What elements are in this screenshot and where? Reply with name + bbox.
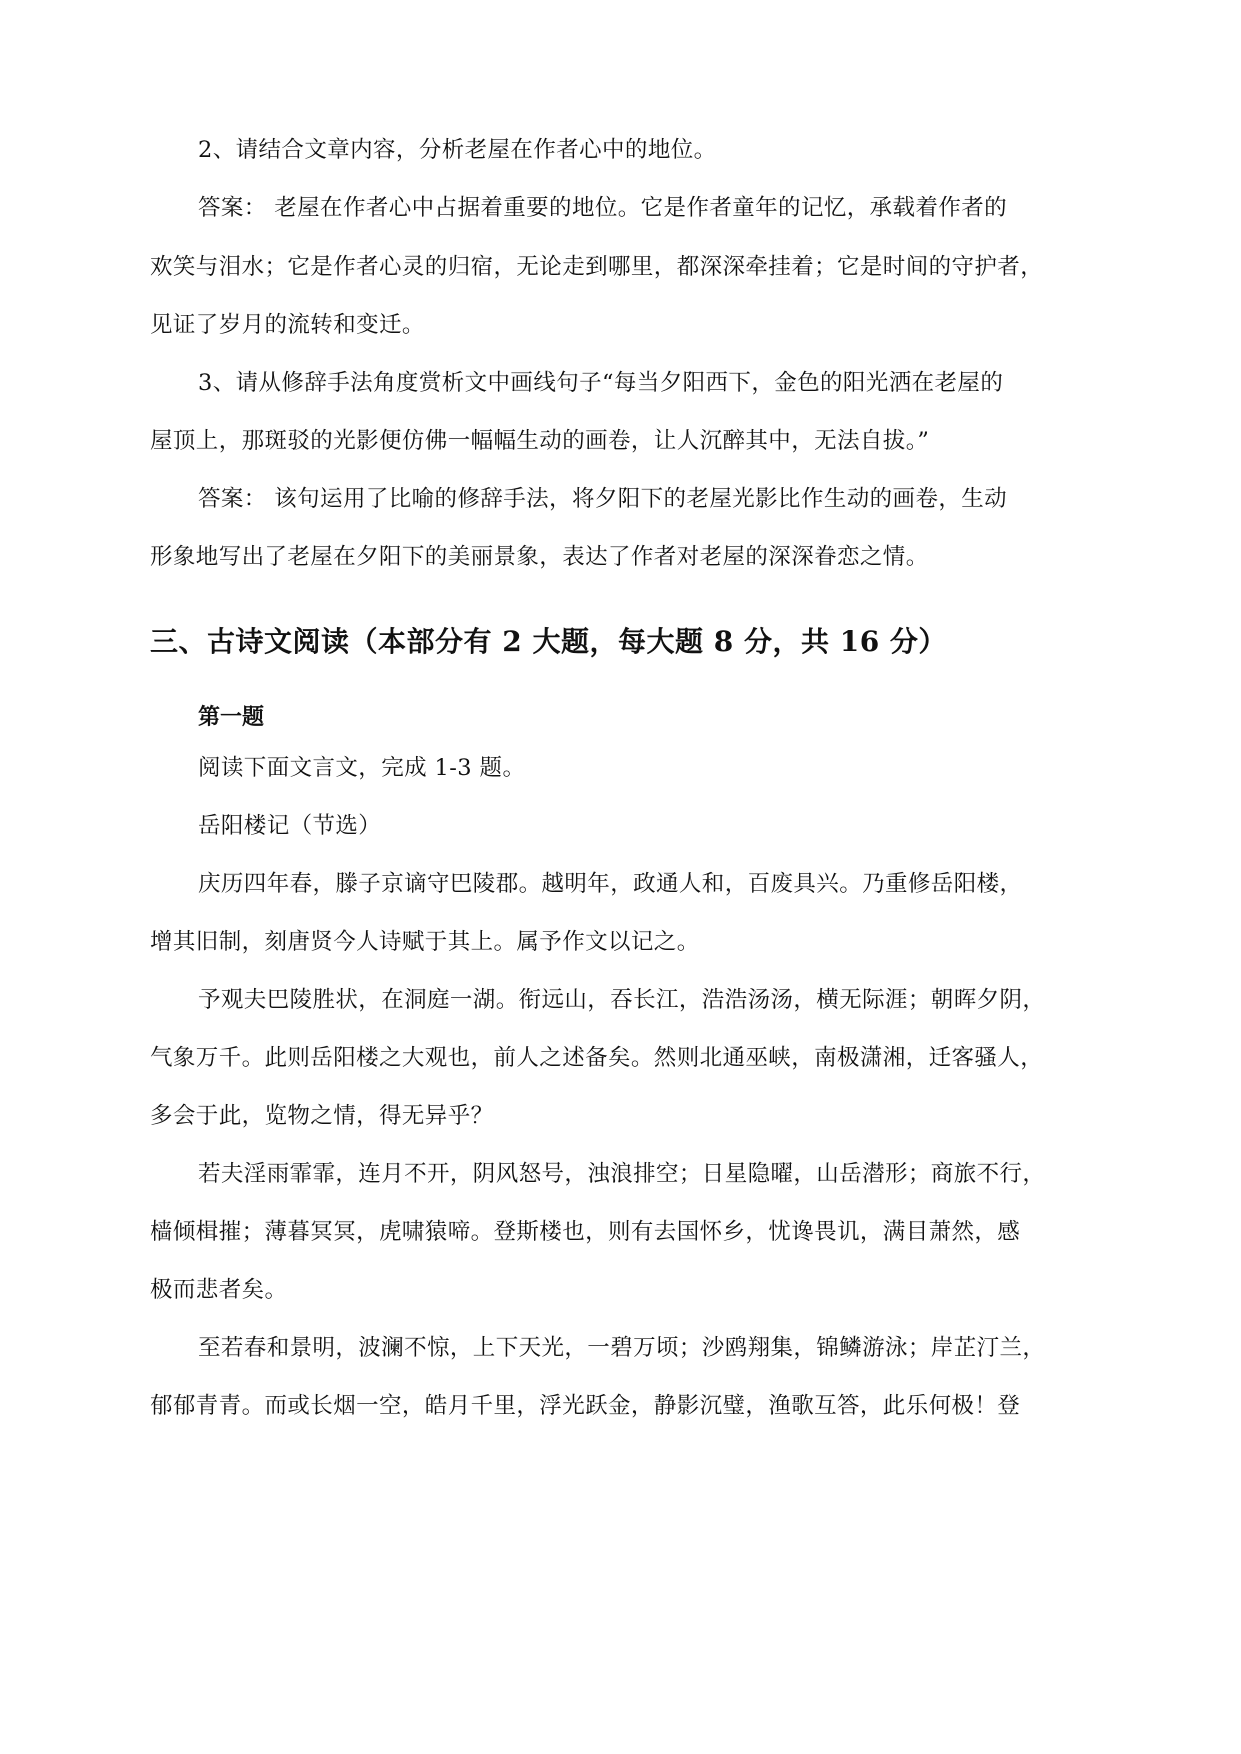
para4-line-2: 郁郁青青。而或长烟一空，皓月千里，浮光跃金，静影沉璧，渔歌互答，此乐何极！登 — [150, 1393, 1021, 1419]
answer-2-line-1: 答案： 老屋在作者心中占据着重要的地位。它是作者童年的记忆，承载着作者的 — [198, 195, 1008, 221]
instruction: 阅读下面文言文，完成 1-3 题。 — [198, 755, 526, 781]
para3-line-2: 樯倾楫摧；薄暮冥冥，虎啸猿啼。登斯楼也，则有去国怀乡，忧谗畏讥，满目萧然，感 — [150, 1219, 1021, 1245]
answer-3-line-1: 答案： 该句运用了比喻的修辞手法，将夕阳下的老屋光影比作生动的画卷，生动 — [198, 486, 1008, 512]
para1-line-2: 增其旧制，刻唐贤今人诗赋于其上。属予作文以记之。 — [150, 929, 700, 955]
question-3-line-1: 3、请从修辞手法角度赏析文中画线句子“每当夕阳西下，金色的阳光洒在老屋的 — [198, 370, 1004, 396]
para2-line-3: 多会于此，览物之情，得无异乎？ — [150, 1103, 494, 1129]
answer-2-line-3: 见证了岁月的流转和变迁。 — [150, 312, 425, 338]
para3-line-1: 若夫淫雨霏霏，连月不开，阴风怒号，浊浪排空；日星隐曜，山岳潜形；商旅不行， — [198, 1161, 1046, 1187]
sub-heading: 第一题 — [198, 704, 265, 730]
para3-line-3: 极而悲者矣。 — [150, 1277, 288, 1303]
answer-3-line-2: 形象地写出了老屋在夕阳下的美丽景象，表达了作者对老屋的深深眷恋之情。 — [150, 544, 929, 570]
question-3-line-2: 屋顶上，那斑驳的光影便仿佛一幅幅生动的画卷，让人沉醉其中，无法自拔。” — [150, 428, 930, 454]
para2-line-2: 气象万千。此则岳阳楼之大观也，前人之述备矣。然则北通巫峡，南极潇湘，迁客骚人， — [150, 1045, 1044, 1071]
section-heading: 三、古诗文阅读（本部分有 2 大题，每大题 8 分，共 16 分） — [150, 625, 947, 658]
para4-line-1: 至若春和景明，波澜不惊，上下天光，一碧万顷；沙鸥翔集，锦鳞游泳；岸芷汀兰， — [198, 1335, 1046, 1361]
answer-2-line-2: 欢笑与泪水；它是作者心灵的归宿，无论走到哪里，都深深牵挂着；它是时间的守护者， — [150, 254, 1044, 280]
text-title: 岳阳楼记（节选） — [198, 813, 382, 839]
para1-line-1: 庆历四年春，滕子京谪守巴陵郡。越明年，政通人和，百废具兴。乃重修岳阳楼， — [198, 871, 1023, 897]
para2-line-1: 予观夫巴陵胜状，在洞庭一湖。衔远山，吞长江，浩浩汤汤，横无际涯；朝晖夕阴， — [198, 987, 1046, 1013]
question-2: 2、请结合文章内容，分析老屋在作者心中的地位。 — [198, 137, 717, 163]
